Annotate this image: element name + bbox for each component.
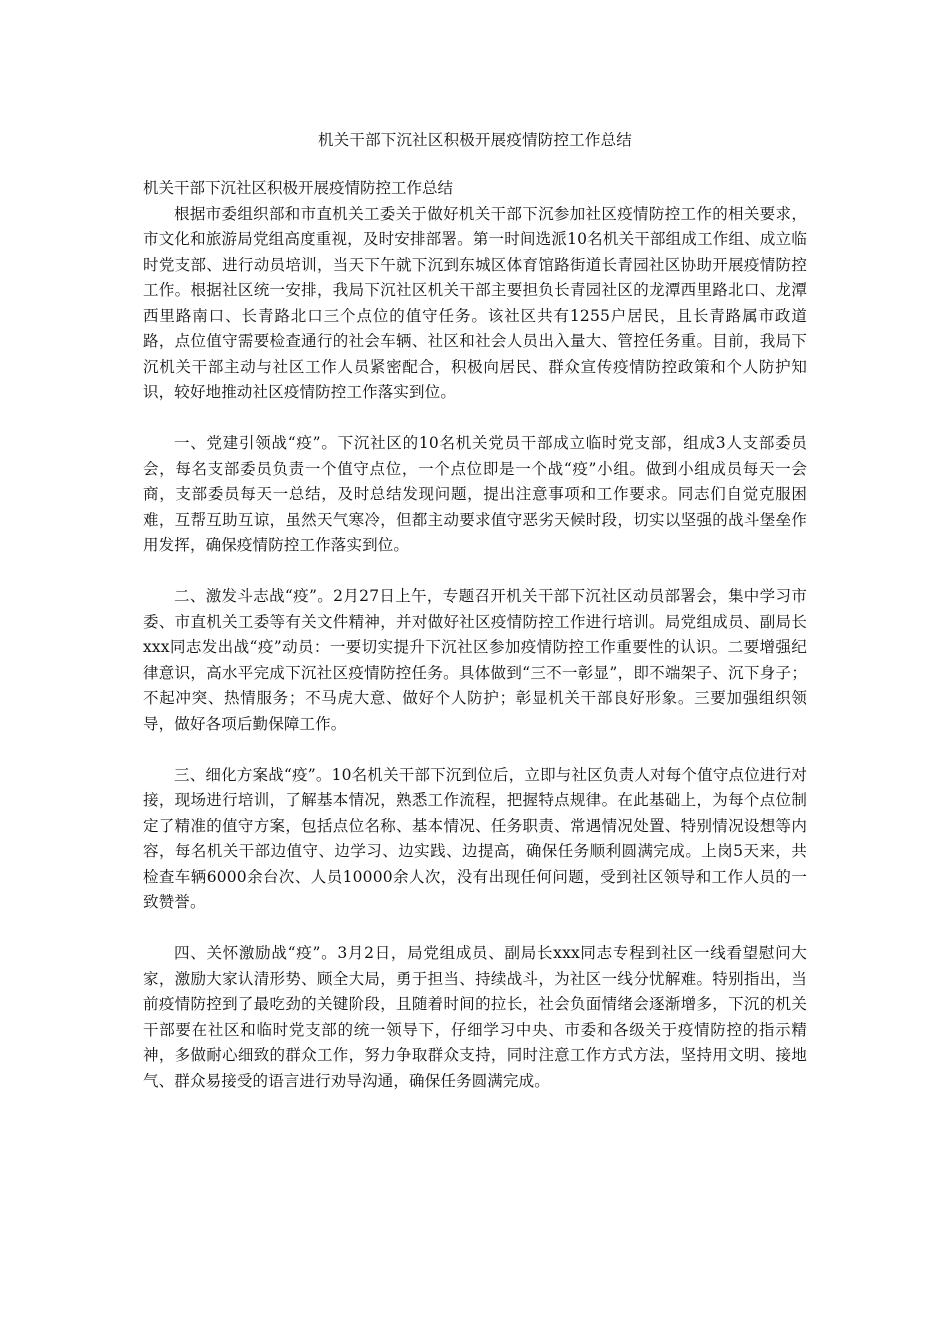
intro-paragraph: 根据市委组织部和市直机关工委关于做好机关干部下沉参加社区疫情防控工作的相关要求，市文化和旅游局党组高度重视，及时安排部署。第一时间选派10名机关干部组成工作组、成立临时党支部、进行动员培训，当天下午就下沉到东城区体育馆路街道长青园社区协助开展疫情防控工作。根据社区统一安排，我局下沉社区机关干部主要担负长青园社区的龙潭西里路北口、龙潭西里路南口、长青路北口三个点位的值守任务。该社区共有1255户居民，且长青路属市政道路，点位值守需要检查通行的社会车辆、社区和社会人员出入量大、管控任务重。目前，我局下沉机关干部主动与社区工作人员紧密配合，积极向居民、群众宣传疫情防控政策和个人防护知识，较好地推动社区疫情防控工作落实到位。 <box>143 204 807 401</box>
document-body <box>143 176 807 1094</box>
document-title: 机关干部下沉社区积极开展疫情防控工作总结 <box>317 131 632 149</box>
section-paragraph-3: 三、细化方案战“疫”。10名机关干部下沉到位后，立即与社区负责人对每个值守点位进行对接，现场进行培训，了解基本情况，熟悉工作流程，把握特点规律。在此基础上，为每个点位制定了精准的值守方案，包括点位名称、基本情况、任务职责、常遇情况处置、特别情况设想等内容，每名机关干部边值守、边学习、边实践、边提高，确保任务顺利圆满完成。上岗5天来，共检查车辆6000余台次、人员10000余人次，没有出现任何问题，受到社区领导和工作人员的一致赞誉。 <box>143 765 807 911</box>
section-paragraph-1: 一、党建引领战“疫”。下沉社区的10名机关党员干部成立临时党支部，组成3人支部委员会，每名支部委员负责一个值守点位，一个点位即是一个战“疫”小组。做到小组成员每天一会商，支部委员每天一总结，及时总结发现问题，提出注意事项和工作要求。同志们自觉克服困难，互帮互助互谅，虽然天气寒冷，但都主动要求值守恶劣天候时段，切实以坚强的战斗堡垒作用发挥，确保疫情防控工作落实到位。 <box>143 434 807 554</box>
document-subtitle: 机关干部下沉社区积极开展疫情防控工作总结 <box>143 179 454 197</box>
section-paragraph-2: 二、激发斗志战“疫”。2月27日上午，专题召开机关干部下沉社区动员部署会，集中学习市委、市直机关工委等有关文件精神，并对做好社区疫情防控工作进行培训。局党组成员、副局长xxx同志发出战“疫”动员：一要切实提升下沉社区参加疫情防控工作重要性的认识。二要增强纪律意识，高水平完成下沉社区疫情防控任务。具体做到“三不一彰显”，即不端架子、沉下身子；不起冲突、热情服务；不马虎大意、做好个人防护；彰显机关干部良好形象。三要加强组织领导，做好各项后勤保障工作。 <box>143 587 807 733</box>
section-paragraph-4: 四、关怀激励战“疫”。3月2日，局党组成员、副局长xxx同志专程到社区一线看望慰问大家，激励大家认清形势、顾全大局，勇于担当、持续战斗，为社区一线分忧解难。特别指出，当前疫情防控到了最吃劲的关键阶段，且随着时间的拉长，社会负面情绪会逐渐增多，下沉的机关干部要在社区和临时党支部的统一领导下，仔细学习中央、市委和各级关于疫情防控的指示精神，多做耐心细致的群众工作，努力争取群众支持，同时注意工作方式方法，坚持用文明、接地气、群众易接受的语言进行劝导沟通，确保任务圆满完成。 <box>143 944 807 1090</box>
